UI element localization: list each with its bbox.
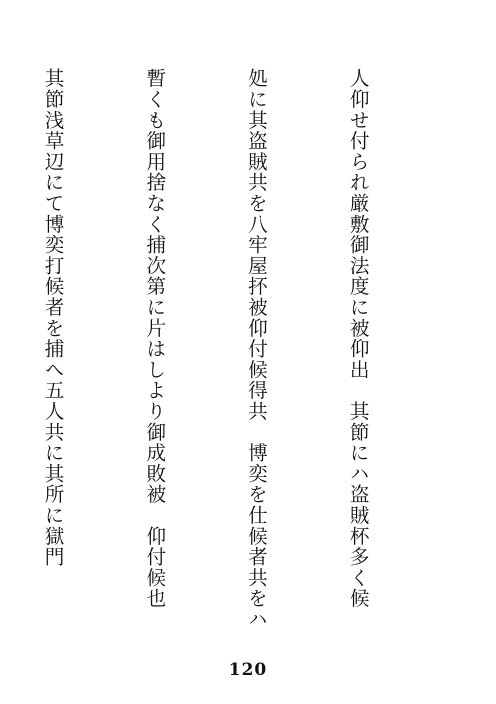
page-number: 120 bbox=[228, 660, 268, 680]
text-column: 処に其盗賊共を八牢屋抔被仰付候得共 博奕を仕候者共をハ bbox=[244, 68, 268, 630]
text-column: 暫くも御用捨なく捕次第に片はしより御成敗被 仰付候也 bbox=[142, 68, 166, 609]
text-column: 其節浅草辺にて博奕打候者を捕へ五人共に其所に獄門 bbox=[41, 68, 65, 568]
vertical-text-block bbox=[0, 68, 442, 630]
text-column: 人仰せ付られ厳敷御法度に被仰出 其節にハ盗賊杯多く候 bbox=[346, 68, 370, 609]
